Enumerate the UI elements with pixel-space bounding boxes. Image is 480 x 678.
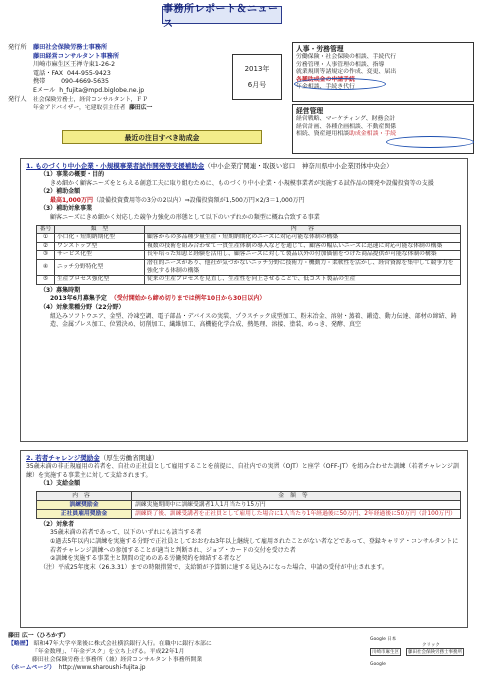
- footer-profile: [8, 632, 348, 672]
- map-google-label: Google 日本: [370, 637, 397, 642]
- highlight-oval: [294, 78, 386, 90]
- row-type: ワンストップ型: [55, 242, 145, 251]
- career-label: 【略歴】: [8, 641, 32, 647]
- profile-name: 藤田 広一（ひろかず）: [8, 633, 69, 639]
- section2-heading: 2. 若者チャレンジ奨励金: [26, 454, 100, 462]
- s1-period-title: （3）募集時期: [40, 286, 81, 294]
- s2-target-item-1: ①過去5年以内に訓練を実施する分野で正社員としておおむね3年以上継続して雇用されたことがない者などであって、登録キャリア・コンサルタントに若者チャレンジ訓練への参加することが適当と判断され、ジョブ・カードの交付を受けた者: [50, 537, 459, 554]
- section2-heading-note: （厚生労働省関連）: [99, 454, 159, 462]
- s1-industry-title: （4）対象業種分野（22分野）: [40, 303, 125, 311]
- row-type: サービス化型: [55, 251, 145, 260]
- s1-target-title: （3）補助対象事業: [40, 205, 93, 213]
- row-content: 顧客からの多品種少量生産・短期納期化のニーズに対応可能な体制の構築: [145, 234, 461, 243]
- services-mgmt-title: 経営管理: [296, 107, 324, 115]
- table-header-row: [37, 491, 461, 500]
- mobile-label: 携帯: [33, 78, 46, 86]
- services-hr-title: 人事・労務管理: [296, 45, 344, 53]
- newsletter-title-box: [162, 4, 282, 30]
- row-content: 潜在的ニーズがあり、他社が気づかないニッチ分野に技術力・機動力・柔軟性を活かし、経営資源を集中して競争力を強化する体制の構築: [145, 259, 461, 275]
- s1-period-note: （受付開始から締め切りまでは例年10日から30日以内）: [110, 295, 266, 303]
- services-hr-line: 年金相談、手続き代行: [296, 84, 355, 91]
- services-mgmt-line: 相続、資産運用相談: [296, 131, 350, 138]
- email-link[interactable]: h_fujita@mpd.biglobe.ne.jp: [59, 86, 145, 94]
- person-titles: 社会保険労務士，経営コンサルタント，ＦＰ: [33, 96, 148, 103]
- s2-target-body: 35歳未満の若者であって、以下のいずれにも該当する者: [50, 529, 202, 537]
- services-hr-line: 就業規則等諸規定の作成、変更、届出: [296, 69, 397, 76]
- table-row: [37, 242, 461, 251]
- services-mgmt-line: 経営計画、各種企画相談、不動産関係: [296, 123, 397, 130]
- s2-amount-title: （1）支給金額: [40, 480, 81, 488]
- office-name-1: 藤田社会保険労務士事務所: [33, 44, 108, 51]
- row-number: ④: [37, 259, 55, 275]
- mobile-number: 090-4669-5635: [61, 78, 109, 86]
- publisher-block: [8, 44, 208, 113]
- row-number: ⑤: [37, 276, 55, 285]
- issue-year: 2013年: [244, 65, 270, 73]
- section-monozukuri-subsidy: [20, 158, 468, 442]
- services-hr-box: [292, 42, 474, 102]
- table-row: [37, 234, 461, 243]
- section1-heading-note: （中小企業庁関連・取扱い窓口 神奈川県中小企業団体中央会）: [204, 162, 393, 170]
- map-thumbnail[interactable]: [370, 636, 474, 676]
- subsidy-type-table: [36, 225, 461, 285]
- homepage-link[interactable]: http://www.sharoushi-fujita.jp: [58, 665, 146, 671]
- map-area-label: 川崎市麻生区: [372, 650, 399, 655]
- s1-target-body: 顧客ニーズにきめ細かく対応した競争力強化の形態として以下のいずれかの類型に概ね合致する事業: [50, 213, 320, 221]
- row-content: 訓練終了後、訓練受講者を正社員として雇用した場合に1人当たり1年経過後に50万円、2年経過後に50万円（計100万円）: [132, 509, 461, 518]
- person-label: 発行人: [8, 95, 27, 103]
- table-row: [37, 251, 461, 260]
- map-office-label: 藤田社会保険労務士事務所: [408, 650, 462, 655]
- row-type: ニッチ分野特化型: [55, 259, 145, 275]
- s1-overview-body: きめ細かく顧客ニーズをとらえる創意工夫に取り組むために、ものづくり中小企業・小規模事業者が実施する試作品の開発や設備投資等の支援: [50, 179, 434, 187]
- career-line-2: 「年金数理」、「年金デスク」を立ち上げる。平成22年1月: [32, 649, 185, 655]
- table-row: [37, 509, 461, 518]
- table-header: 内 容: [145, 225, 461, 234]
- row-content: 訓練実施期間中に訓練受講者1人1月当たり15万円: [132, 500, 461, 509]
- office-address: 川崎市麻生区王禅寺東1-26-2: [33, 61, 116, 69]
- s2-note: （注）平成25年度末（26.3.31）までの時限措置で、支給額が予算額に達する見込みになった場合、申請の受付が中止されます。: [40, 563, 388, 571]
- table-row: [37, 259, 461, 275]
- table-header-row: [37, 225, 461, 234]
- youth-amount-table: [36, 491, 461, 519]
- row-content: 長年培った知恵と経験を活用し、顧客ニーズに対して製品以外の付加価値をつけた商品提供が可能な体制の構築: [145, 251, 461, 260]
- row-number: ②: [37, 242, 55, 251]
- tel-label: 電話・FAX: [33, 69, 64, 77]
- s1-overview-title: （1）事業の概要・目的: [40, 171, 105, 178]
- tel-number: 044-955-9423: [66, 69, 111, 77]
- services-hr-line-highlight: 各種助成金の申請手続: [296, 76, 355, 83]
- s2-target-item-2: ②訓練を実施する事業主と期間の定めのある労働契約を締結する者など: [50, 555, 242, 563]
- topic-bar-label: 最近の注目すべき助成金: [124, 134, 200, 142]
- row-content: 複数の技術を組み合わせて一貫生産体制の導入などを通じて、顧客の幅広いニーズに迅速に対応可能な体制の構築: [145, 242, 461, 251]
- person-titles-2: 年金アドバイザー，宅建取引主任者: [33, 105, 126, 112]
- table-header: 金額等: [132, 491, 461, 500]
- services-hr-line: 労務管理・人事管理の相談、指導: [296, 61, 385, 68]
- career-line-1: 昭和47年大学卒業後に株式会社横浜銀行入行。在職中に銀行本部に: [33, 641, 212, 647]
- table-header: 内容: [37, 491, 132, 500]
- map-google-label-2: Google: [370, 662, 386, 667]
- homepage-label: （ホームページ）: [8, 665, 56, 671]
- table-row: [37, 500, 461, 509]
- row-category: 訓練奨励金: [37, 500, 132, 509]
- section1-heading: 1. ものづくり中小企業・小規模事業者試作開発等支援補助金: [26, 162, 205, 170]
- email-label: Eメール: [33, 86, 56, 94]
- s1-amount-body: （設備投資費用等の3分の2以内）⇒設備投資額が1,500万円×2/3＝1,000万円: [92, 196, 305, 204]
- newsletter-title: 事務所レポート＆ニュース: [163, 4, 279, 30]
- issue-box: [232, 54, 282, 100]
- map-click-label[interactable]: クリック: [422, 643, 440, 648]
- s1-industry-body: 組込みソフトウエア、金型、冷凍空調、電子部品・デバイスの実装、プラスチック成型加工、粉末冶金、溶射・蒸着、鍛造、動力伝達、部材の締結、鋳造、金属プレス加工、位置決め、切削加工、繊維加工、高機能化学合成、熱処理、溶接、塗装、めっき、発酵、真空: [50, 312, 457, 329]
- person-name: 藤田広一: [129, 105, 153, 112]
- office-name-2: 藤田経営コンサルタント事務所: [33, 52, 120, 60]
- row-type: 生産プロセス強化型: [55, 276, 145, 285]
- services-mgmt-line: 経営戦略、マーケティング、財務会計: [296, 116, 396, 122]
- row-type: 小口化・短期納期化型: [55, 234, 145, 243]
- row-number: ③: [37, 251, 55, 260]
- row-category: 正社員雇用奨励金: [37, 509, 132, 518]
- services-hr-line: 労働保険・社会保険の相談、手続代行: [296, 54, 397, 60]
- row-number: ①: [37, 234, 55, 243]
- services-mgmt-line-highlight: 助成金相談・手続: [349, 131, 397, 138]
- s2-intro: 35歳未満の非正規雇用の若者を、自社の正社員として雇用することを前提に、自社内での実習（OJT）と座学（OFF-JT）を組み合わせた訓練（若者チャレンジ訓練）を実施する事業主に対して支給されます。: [26, 463, 459, 479]
- table-header: 番号: [37, 225, 55, 234]
- issue-month: 6月号: [247, 81, 267, 89]
- s1-amount-max: 最高1,000万円: [50, 196, 93, 204]
- topic-bar: [62, 130, 262, 144]
- table-header: 類 型: [55, 225, 145, 234]
- issuer-label: 発行所: [8, 44, 27, 51]
- row-content: 従来の生産プロセスを見直し、生産性を向上させることで、低コスト製品の生産: [145, 276, 461, 285]
- section-youth-challenge: [20, 450, 468, 628]
- s1-amount-title: （2）補助金額: [40, 188, 81, 196]
- s1-period-body: 2013年6月募集予定: [50, 295, 107, 303]
- s2-target-title: （2）対象者: [40, 520, 75, 528]
- career-line-3: 藤田社会保険労務士事務所（兼）経営コンサルタント事務所開業: [32, 657, 203, 663]
- highlight-oval: [386, 136, 474, 148]
- table-row: [37, 276, 461, 285]
